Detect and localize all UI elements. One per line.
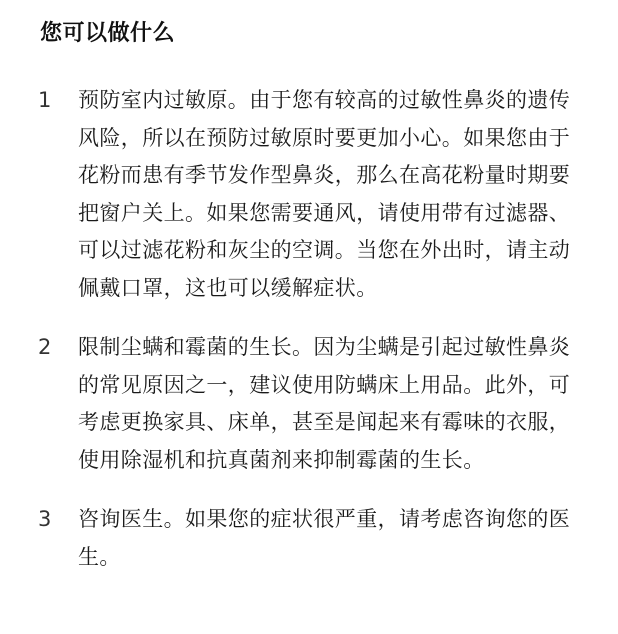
list-item <box>0 82 618 307</box>
item-text: 预防室内过敏原。由于您有较高的过敏性鼻炎的遗传风险，所以在预防过敏原时要更加小心。如果您由于花粉而患有季节发作型鼻炎，那么在高花粉量时期要把窗户关上。如果您需要通风，请使用带有过滤器、可以过滤花粉和灰尘的空调。当您在外出时，请主动佩戴口罩，这也可以缓解症状。 <box>78 88 571 300</box>
item-number: 2 <box>38 335 52 359</box>
item-number: 3 <box>38 507 52 531</box>
item-text: 咨询医生。如果您的症状很严重，请考虑咨询您的医生。 <box>78 507 571 569</box>
page-title: 您可以做什么 <box>40 21 176 46</box>
list-item <box>0 501 618 576</box>
item-text: 限制尘螨和霉菌的生长。因为尘螨是引起过敏性鼻炎的常见原因之一，建议使用防螨床上用品。此外，可考虑更换家具、床单，甚至是闻起来有霉味的衣服，使用除湿机和抗真菌剂来抑制霉菌的生长。 <box>78 335 571 472</box>
item-number: 1 <box>38 88 52 112</box>
advice-list <box>0 82 618 598</box>
list-item <box>0 329 618 479</box>
